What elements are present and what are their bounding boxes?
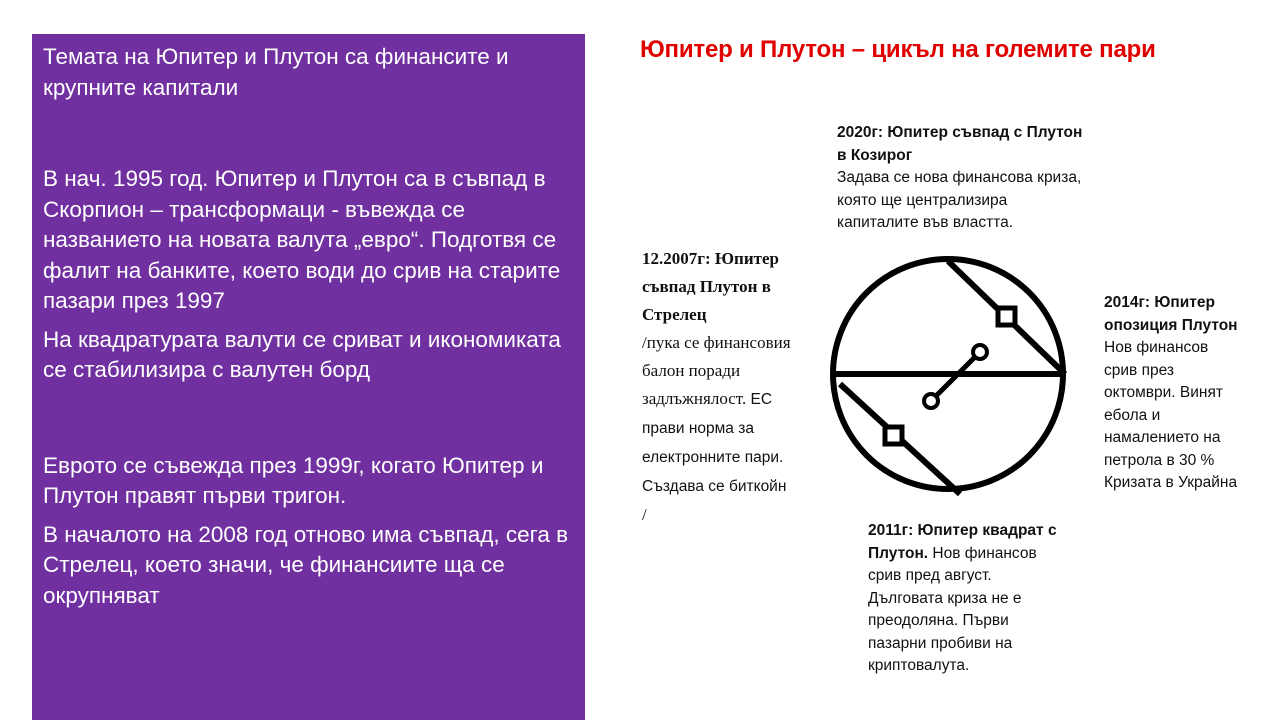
note-2007-heading: 12.2007г: Юпитер съвпад Плутон в Стрелец (642, 249, 779, 324)
planet-marker-upper (973, 345, 987, 359)
note-2007-conjunction (642, 245, 807, 529)
lower-square-marker (885, 427, 902, 444)
panel-paragraph-themes: Темата на Юпитер и Плутон са финансите и крупните капитали (43, 44, 509, 100)
note-2007-body: /пука се финансовия балон поради задлъжнялост. (642, 333, 791, 408)
note-2014-heading: 2014г: Юпитер опозиция Плутон (1104, 294, 1238, 334)
jupiter-pluto-cycle-wheel (828, 254, 1072, 498)
planet-marker-lower (924, 394, 938, 408)
note-2020-heading: 2020г: Юпитер съвпад с Плутон в Козирог (837, 124, 1083, 164)
panel-paragraph-euro-1999: Еврото се съвежда през 1999г, когато Юпитер и Плутон правят първи тригон. (43, 452, 544, 508)
panel-paragraph-1995: В нач. 1995 год. Юпитер и Плутон са в съвпад в Скорпион – трансформаци - въвежда се названието на новата валута „евро“. Подготвя се фалит на банките, което води до срив на старите пазари през 1997 (43, 166, 561, 313)
upper-square-marker (998, 308, 1015, 325)
note-2020-conjunction (837, 122, 1087, 235)
note-2014-body: Нов финансов срив през октомври. Винят ебола и намалението на петрола в 30 % Кризата в Украйна (1104, 339, 1238, 491)
panel-paragraph-square: На квадратурата валути се сриват и икономиката се стабилизира с валутен борд (43, 326, 561, 382)
note-2014-opposition (1104, 292, 1244, 495)
note-2011-heading: 2011г: Юпитер квадрат с Плутон. (868, 522, 1057, 562)
note-2007-tail: / (642, 505, 647, 524)
note-2011-square (868, 520, 1058, 678)
note-2007-body-cont: ЕС прави норма за електронните пари. Създава се биткойн (642, 391, 787, 495)
slide-title: Юпитер и Плутон – цикъл на големите пари (640, 36, 1156, 63)
note-2020-body: Задава се нова финансова криза, която ще централизира капиталите във властта. (837, 169, 1082, 231)
note-2011-body: Нов финансов срив пред август. Дълговата криза не е преодоляна. Първи пазарни пробиви на криптовалута. (868, 544, 1037, 674)
left-text-panel (32, 34, 585, 720)
panel-paragraph-2008: В началото на 2008 год отново има съвпад, сега в Стрелец, което значи, че финансиите ща се окрупняват (43, 521, 569, 608)
